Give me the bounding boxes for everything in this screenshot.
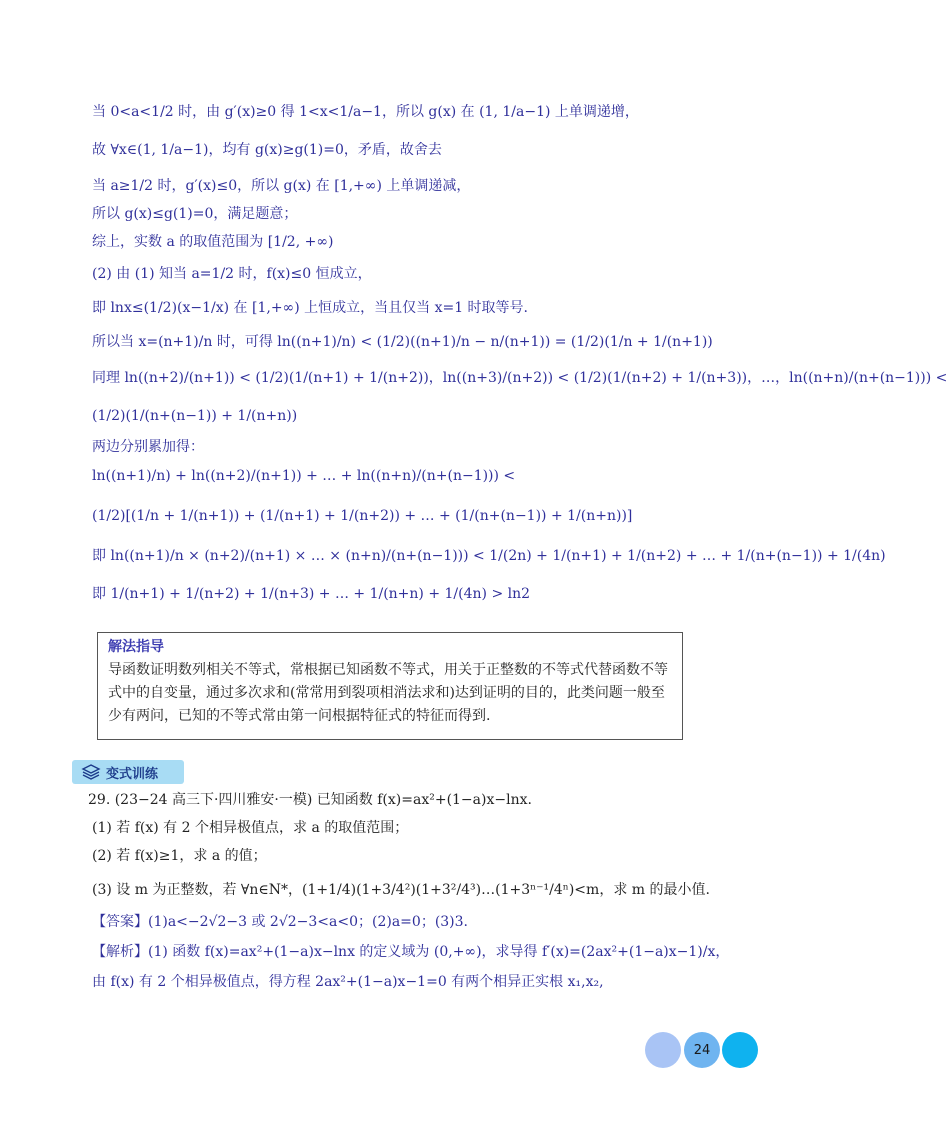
page-number: 24 — [693, 1042, 711, 1058]
layers-icon — [82, 764, 100, 780]
answer-text: (1)a<−2√2−3 或 2√2−3<a<0；(2)a=0；(3)3. — [148, 914, 469, 930]
solution-line-13: (1/2)[(1/n + 1/(n+1)) + (1/(n+1) + 1/(n+2)) + … + (1/(n+(n−1)) + 1/(n+n))] — [92, 508, 633, 524]
solution-line-11: 两边分别累加得： — [92, 439, 204, 455]
solution-line-12: ln((n+1)/n) + ln((n+2)/(n+1)) + … + ln((n+n)/(n+(n−1))) < — [92, 468, 516, 484]
analysis-line-1 — [92, 942, 740, 962]
page-circle-right — [722, 1032, 758, 1068]
analysis-line-2: 由 f(x) 有 2 个相异极值点，得方程 2ax²+(1−a)x−1=0 有两个相异正实根 x₁,x₂, — [92, 974, 604, 990]
solution-line-5: 综上，实数 a 的取值范围为 [1/2, +∞) — [92, 234, 334, 250]
solution-line-15: 即 1/(n+1) + 1/(n+2) + 1/(n+3) + … + 1/(n+n) + 1/(4n) > ln2 — [92, 586, 531, 602]
solution-line-4: 所以 g(x)≤g(1)=0，满足题意； — [92, 206, 298, 222]
solution-line-14: 即 ln((n+1)/n × (n+2)/(n+1) × … × (n+n)/(n+(n−1))) < 1/(2n) + 1/(n+1) + 1/(n+2) + … + 1/(n+(n−1)) + 1/(4n) — [92, 548, 886, 564]
method-guidance-box — [97, 632, 683, 740]
problem-part-3: (3) 设 m 为正整数，若 ∀n∈N*，(1+1/4)(1+3/4²)(1+3²/4³)…(1+3ⁿ⁻¹/4ⁿ)<m，求 m 的最小值. — [92, 882, 710, 898]
analysis-tag: 【解析】 — [92, 944, 148, 960]
practice-label: 变式训练 — [106, 766, 159, 782]
method-guidance-title: 解法指导 — [108, 639, 164, 655]
answer-tag: 【答案】 — [92, 914, 148, 930]
problem-part-2: (2) 若 f(x)≥1，求 a 的值； — [92, 848, 267, 864]
practice-badge — [72, 760, 184, 784]
answer-line — [92, 912, 740, 932]
problem-stem: 29. (23−24 高三下·四川雅安·一模) 已知函数 f(x)=ax²+(1−a)x−lnx. — [88, 792, 532, 808]
solution-line-2: 故 ∀x∈(1, 1/a−1)，均有 g(x)≥g(1)=0，矛盾，故舍去 — [92, 142, 442, 158]
method-guidance-body: 导函数证明数列相关不等式，常根据已知函数不等式，用关于正整数的不等式代替函数不等式中的自变量，通过多次求和(常常用到裂项相消法求和)达到证明的目的，此类问题一般至少有两问，已知的不等式常由第一问根据特征式的特征而得到. — [108, 662, 668, 724]
problem-part-1: (1) 若 f(x) 有 2 个相异极值点，求 a 的取值范围； — [92, 820, 409, 836]
solution-line-9: 同理 ln((n+2)/(n+1)) < (1/2)(1/(n+1) + 1/(n+2))，ln((n+3)/(n+2)) < (1/2)(1/(n+2) + 1/(n+3))，…，ln((n+n)/(n+(n−1))) < — [92, 370, 947, 386]
solution-line-8: 所以当 x=(n+1)/n 时，可得 ln((n+1)/n) < (1/2)((n+1)/n − n/(n+1)) = (1/2)(1/n + 1/(n+1)) — [92, 334, 713, 350]
page-circle-left — [645, 1032, 681, 1068]
solution-line-1: 当 0<a<1/2 时，由 g′(x)≥0 得 1<x<1/a−1，所以 g(x) 在 (1, 1/a−1) 上单调递增， — [92, 104, 639, 120]
analysis-text-1: (1) 函数 f(x)=ax²+(1−a)x−lnx 的定义域为 (0,+∞)，求导得 f′(x)=(2ax²+(1−a)x−1)/x， — [148, 944, 730, 960]
solution-line-7: 即 lnx≤(1/2)(x−1/x) 在 [1,+∞) 上恒成立，当且仅当 x=1 时取等号. — [92, 300, 529, 316]
solution-line-3: 当 a≥1/2 时，g′(x)≤0，所以 g(x) 在 [1,+∞) 上单调递减， — [92, 178, 471, 194]
solution-line-10: (1/2)(1/(n+(n−1)) + 1/(n+n)) — [92, 408, 298, 424]
solution-line-6: (2) 由 (1) 知当 a=1/2 时，f(x)≤0 恒成立， — [92, 266, 372, 282]
